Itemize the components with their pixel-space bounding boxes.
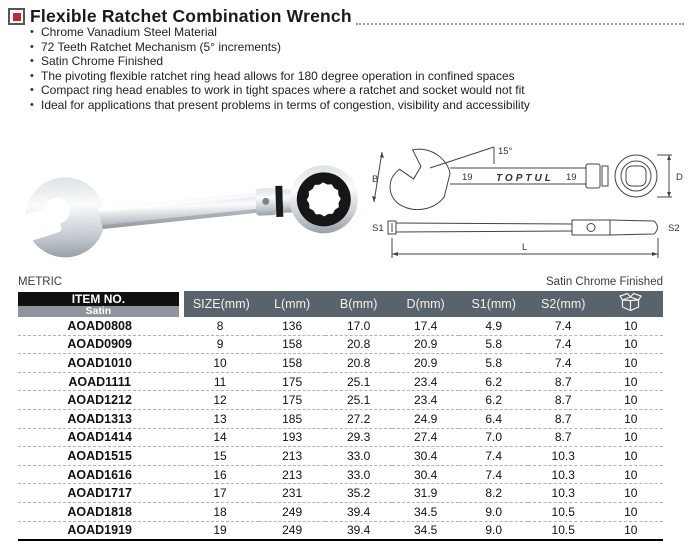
col-header-b: B(mm) [325,291,392,317]
carton-box-icon [618,291,643,312]
value-cell: 20.9 [392,354,460,373]
value-cell: 30.4 [392,447,460,466]
value-cell: 27.4 [392,428,460,447]
angle-label: 15° [498,146,513,157]
feature-item: • Ideal for applications that present problems in terms of congestion, visibility and accessibility [30,98,530,113]
value-cell: 10 [598,354,663,373]
value-cell: 16 [181,465,259,484]
value-cell: 249 [259,502,326,521]
size-stamp-right: 19 [566,172,577,183]
page-title: Flexible Ratchet Combination Wrench [30,6,352,26]
value-cell: 8.2 [459,484,528,503]
value-cell: 20.8 [325,354,392,373]
value-cell: 23.4 [392,372,460,391]
item-no-cell: AOAD1616 [18,465,181,484]
item-no-cell: AOAD1515 [18,447,181,466]
value-cell: 20.9 [392,335,460,354]
value-cell: 8.7 [528,409,599,428]
value-cell: 13 [181,409,259,428]
value-cell: 8.7 [528,372,599,391]
value-cell: 27.2 [325,409,392,428]
dim-b-label: B [372,174,379,185]
item-no-cell: AOAD0808 [18,317,181,335]
value-cell: 185 [259,409,326,428]
dimension-drawing-top [370,140,688,210]
brand-stamp: TOPTUL [496,173,554,184]
value-cell: 249 [282,523,303,538]
item-no-cell: AOAD1111 [18,372,181,391]
value-cell: 10 [598,465,663,484]
finish-label: Satin Chrome Finished [546,276,663,288]
value-cell: 136 [259,317,326,335]
value-cell: 175 [259,391,326,410]
table-row [18,521,663,540]
value-cell: 10 [598,428,663,447]
item-no-cell: AOAD1818 [18,502,181,521]
spec-table-body [18,317,663,540]
value-cell: 213 [259,447,326,466]
value-cell: 10.5 [551,523,575,538]
value-cell: 15 [181,447,259,466]
value-cell: 7.0 [459,428,528,447]
feature-item: • Chrome Vanadium Steel Material [30,25,530,40]
value-cell: 10 [598,484,663,503]
value-cell: 7.4 [528,335,599,354]
header-row [18,291,663,317]
table-row [18,335,663,354]
value-cell: 34.5 [392,502,460,521]
size-stamp-left: 19 [462,172,473,183]
value-cell: 10 [598,317,663,335]
value-cell: 18 [181,502,259,521]
spec-table [18,291,663,541]
feature-item: • 72 Teeth Ratchet Mechanism (5° increments) [30,40,530,55]
value-cell: 9.0 [485,523,503,538]
value-cell: 7.4 [459,447,528,466]
value-cell: 25.1 [325,391,392,410]
value-cell: 6.2 [459,372,528,391]
value-cell: 12 [181,391,259,410]
value-cell: 19 [213,523,227,538]
value-cell: 7.4 [459,465,528,484]
col-header-s2: S2(mm) [528,291,599,317]
value-cell: 10 [598,372,663,391]
dim-s1-label: S1 [372,223,384,234]
value-cell: 17 [181,484,259,503]
title-dotted-rule [356,9,684,25]
value-cell: 10 [624,523,638,538]
value-cell: 5.8 [459,354,528,373]
value-cell: 30.4 [392,465,460,484]
value-cell: 213 [259,465,326,484]
dim-s2-label: S2 [668,223,680,234]
value-cell: 25.1 [325,372,392,391]
col-header-pack [598,291,663,317]
value-cell: 5.8 [459,335,528,354]
value-cell: 17.4 [392,317,460,335]
value-cell: 10 [598,502,663,521]
red-square-marker-icon [8,8,25,25]
item-no-cell: AOAD1313 [18,409,181,428]
item-no-cell: AOAD1717 [18,484,181,503]
value-cell: 10.3 [528,465,599,484]
value-cell: 33.0 [325,447,392,466]
item-no-cell: AOAD0909 [18,335,181,354]
value-cell: 35.2 [325,484,392,503]
feature-list [30,25,530,113]
col-header-size: SIZE(mm) [181,291,259,317]
col-header-l: L(mm) [259,291,326,317]
table-row [18,354,663,373]
value-cell: 29.3 [325,428,392,447]
value-cell: 20.8 [325,335,392,354]
feature-item: • Compact ring head enables to work in tight spaces where a ratchet and socket would not fit [30,83,530,98]
value-cell: 7.4 [528,317,599,335]
value-cell: 10.3 [528,447,599,466]
value-cell: 231 [259,484,326,503]
item-no-subheader-label: Satin [18,306,179,317]
value-cell: 10.5 [528,502,599,521]
feature-item: • The pivoting flexible ratchet ring head allows for 180 degree operation in confined spaces [30,69,530,84]
item-no-cell: AOAD1414 [18,428,181,447]
item-no-header [18,291,181,317]
value-cell: 7.4 [528,354,599,373]
item-no-cell: AOAD1212 [18,391,181,410]
value-cell: 158 [259,354,326,373]
col-header-d: D(mm) [392,291,460,317]
value-cell: 10 [598,335,663,354]
dim-l-label: L [522,242,528,253]
value-cell: 10 [181,354,259,373]
value-cell: 8 [181,317,259,335]
value-cell: 10 [598,409,663,428]
value-cell: 10.3 [528,484,599,503]
value-cell: 23.4 [392,391,460,410]
value-cell: 9 [181,335,259,354]
value-cell: 4.9 [459,317,528,335]
table-row [18,391,663,410]
value-cell: 34.5 [413,523,438,538]
table-meta-row [18,276,663,288]
table-row [18,502,663,521]
table-row [18,465,663,484]
metric-label: METRIC [18,276,63,288]
item-no-header-label: ITEM NO. [18,292,179,306]
value-cell: 158 [259,335,326,354]
table-row [18,484,663,503]
value-cell: 8.7 [528,428,599,447]
value-cell: 175 [259,372,326,391]
value-cell: 6.4 [459,409,528,428]
table-row [18,317,663,335]
value-cell: 10 [598,447,663,466]
value-cell: 14 [181,428,259,447]
value-cell: 193 [259,428,326,447]
col-header-s1: S1(mm) [459,291,528,317]
value-cell: 24.9 [392,409,460,428]
feature-item: • Satin Chrome Finished [30,54,530,69]
value-cell: 39.4 [346,523,371,538]
table-row [18,428,663,447]
table-row [18,409,663,428]
table-row [18,447,663,466]
dim-d-label: D [676,172,683,183]
value-cell: 8.7 [528,391,599,410]
value-cell: 39.4 [325,502,392,521]
value-cell: 10 [598,391,663,410]
value-cell: 31.9 [392,484,460,503]
item-no-cell: AOAD1010 [18,354,181,373]
title-row [8,6,684,27]
dimension-drawing-side [370,210,688,270]
value-cell: 6.2 [459,391,528,410]
value-cell: 17.0 [325,317,392,335]
value-cell: 9.0 [459,502,528,521]
value-cell: 11 [181,372,259,391]
item-no-cell: AOAD1919 [67,523,132,538]
wrench-product-photo [10,138,370,278]
value-cell: 33.0 [325,465,392,484]
table-row [18,372,663,391]
